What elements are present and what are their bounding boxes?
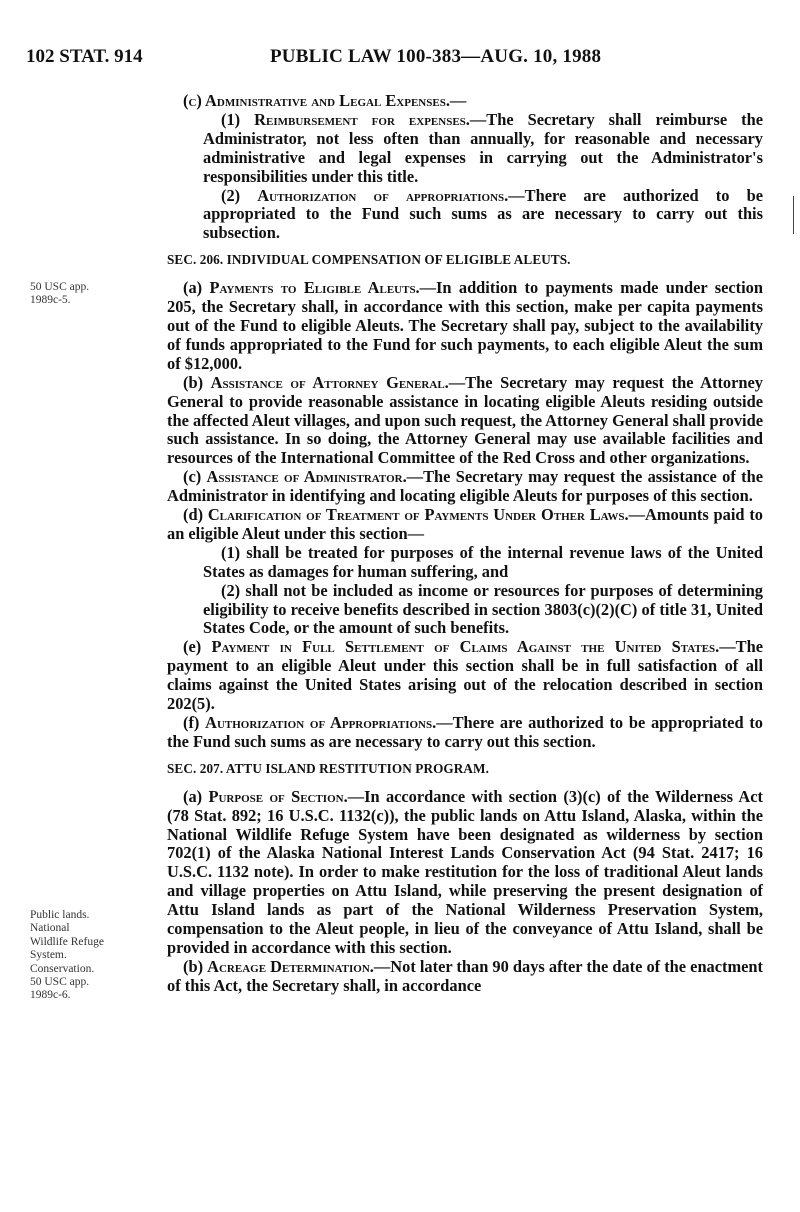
- margin-note-line: 50 USC app.: [30, 281, 90, 293]
- page-reference: 102 STAT. 914: [26, 46, 143, 67]
- paragraph: (2) shall not be included as income or resources for purposes of determining eligibility to receive benefits described in section 3803(c)(2)(C) of title 31, United States Code, or the amount of such benefits.: [203, 580, 763, 638]
- margin-note-line: 50 USC app.: [30, 976, 90, 989]
- paragraph: (a) Payments to Eligible Aleuts.—In addition to payments made under section 205, the Secretary shall, in accordance with this section, make per capita payments out of the Fund to eligible Aleuts. The Secretary shall pay, subject to the availability of funds appropriated to the Fund for such payments, to each eligible Aleut the sum of $12,000.: [167, 278, 763, 373]
- margin-note-line: National: [30, 922, 70, 935]
- section-heading: SEC. 207. ATTU ISLAND RESTITUTION PROGRAM.: [167, 760, 489, 776]
- paragraph: (1) Reimbursement for expenses.—The Secretary shall reimburse the Administrator, not less often than annually, for reasonable and necessary administrative and legal expenses in carrying out the Administrator's responsibilities under this title.: [203, 109, 763, 186]
- paragraph: (f) Authorization of Appropriations.—There are authorized to be appropriated to the Fund such sums as are necessary to carry out this section.: [167, 713, 763, 751]
- paragraph: (1) shall be treated for purposes of the internal revenue laws of the United States as damages for human suffering, and: [203, 542, 763, 581]
- margin-note-line: 1989c-5.: [30, 294, 71, 307]
- section-heading: SEC. 206. INDIVIDUAL COMPENSATION OF ELIGIBLE ALEUTS.: [167, 252, 571, 268]
- margin-note-line: Public lands.: [30, 909, 90, 921]
- subsection-heading: (c) Administrative and Legal Expenses.—: [183, 91, 467, 110]
- document-body: [167, 92, 763, 996]
- margin-note-line: Wildlife Refuge: [30, 935, 104, 948]
- paragraph: (a) Purpose of Section.—In accordance with section (3)(c) of the Wilderness Act (78 Stat. 892; 16 U.S.C. 1132(c)), the public lands on Attu Island, Alaska, within the National Wildlife Refuge System have been designated as wilderness by section 702(1) of the Alaska National Interest Lands Conservation Act (94 Stat. 2417; 16 U.S.C. 1132 note). In order to make restitution for the loss of traditional Aleut lands and village properties on Attu Island, while preserving the present designation of Attu Island lands as part of the National Wilderness Preservation System, compensation to the Aleut people, in lieu of the conveyance of Attu Island, shall be provided in accordance with this section.: [167, 786, 764, 957]
- margin-note-line: 1989c-6.: [30, 989, 71, 1002]
- page-header: [26, 46, 766, 70]
- paragraph: (e) Payment in Full Settlement of Claims Against the United States.—The payment to an eligible Aleut under this section shall be in full satisfaction of all claims against the United States arising out of the relocation described in section 202(5).: [167, 637, 763, 714]
- paragraph: (c) Assistance of Administrator.—The Secretary may request the assistance of the Administrator in identifying and locating eligible Aleuts for purposes of this section.: [167, 467, 763, 506]
- paragraph: (b) Assistance of Attorney General.—The Secretary may request the Attorney General to provide reasonable assistance in locating eligible Aleuts residing outside the affected Aleut villages, and upon such request, the Attorney General shall provide such assistance. In so doing, the Attorney General may use available facilities and resources of the International Committee of the Red Cross and other organizations.: [167, 372, 763, 468]
- scan-mark: [793, 196, 794, 234]
- margin-note-line: System.: [30, 949, 67, 962]
- paragraph: (b) Acreage Determination.—Not later than 90 days after the date of the enactment of this Act, the Secretary shall, in accordance: [167, 956, 763, 995]
- margin-note-line: Conservation.: [30, 962, 95, 975]
- law-title: PUBLIC LAW 100-383—AUG. 10, 1988: [270, 46, 602, 67]
- paragraph: (d) Clarification of Treatment of Payments Under Other Laws.—Amounts paid to an eligible Aleut under this section—: [167, 505, 763, 543]
- margin-note-sec207: [30, 909, 158, 1003]
- margin-note-sec206: [30, 281, 158, 308]
- paragraph: (2) Authorization of appropriations.—There are authorized to be appropriated to the Fund such sums as are necessary to carry out this subsection.: [203, 185, 763, 243]
